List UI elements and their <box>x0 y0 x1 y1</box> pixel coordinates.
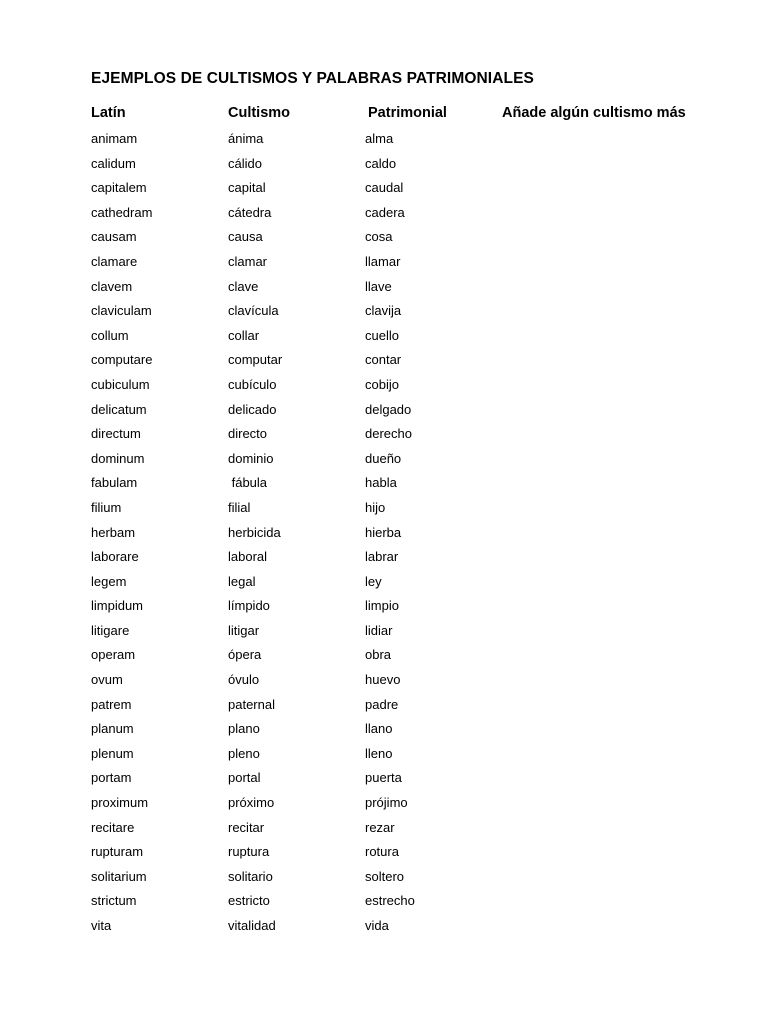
patrimonial-word: ley <box>365 573 382 589</box>
cultismo-word: cubículo <box>228 376 277 392</box>
cultismo-word: próximo <box>228 795 275 811</box>
patrimonial-word: hijo <box>365 499 386 515</box>
latin-word: limpidum <box>91 598 144 614</box>
cultismo-word: plano <box>228 721 260 737</box>
cultismo-word: causa <box>228 229 263 245</box>
table-row <box>91 622 731 647</box>
latin-word: recitare <box>91 819 135 835</box>
table-row <box>91 130 731 155</box>
cultismo-word: óvulo <box>228 672 260 688</box>
table-row <box>91 228 731 253</box>
cultismo-word: clave <box>228 278 259 294</box>
latin-word: capitalem <box>91 180 147 196</box>
cultismo-word: recitar <box>228 819 265 835</box>
document-title: EJEMPLOS DE CULTISMOS Y PALABRAS PATRIMONIALES <box>91 70 534 87</box>
latin-word: rupturam <box>91 844 144 860</box>
header-latin: Latín <box>91 105 126 121</box>
table-row <box>91 843 731 868</box>
patrimonial-word: labrar <box>365 549 399 565</box>
latin-word: planum <box>91 721 134 737</box>
patrimonial-word: cosa <box>365 229 393 245</box>
latin-word: vita <box>91 918 112 933</box>
cultismo-word: directo <box>228 426 268 442</box>
table-row <box>91 524 731 549</box>
latin-word: portam <box>91 770 132 786</box>
table-row <box>91 474 731 499</box>
patrimonial-word: padre <box>365 696 399 712</box>
patrimonial-word: habla <box>365 475 397 491</box>
cultismo-word: legal <box>228 573 256 589</box>
latin-word: fabulam <box>91 475 138 491</box>
cultismo-word: fábula <box>228 475 268 491</box>
table-row <box>91 892 731 917</box>
header-add-cultismo: Añade algún cultismo más <box>502 105 686 121</box>
cultismo-word: capital <box>228 180 266 196</box>
cultismo-word: ruptura <box>228 844 270 860</box>
cultismo-word: cálido <box>228 155 262 171</box>
cultismo-word: litigar <box>228 622 260 638</box>
latin-word: clamare <box>91 253 138 269</box>
patrimonial-word: estrecho <box>365 893 415 909</box>
cultismo-word: computar <box>228 352 283 368</box>
latin-word: directum <box>91 426 141 442</box>
header-cultismo: Cultismo <box>228 105 291 121</box>
patrimonial-word: cobijo <box>365 376 399 392</box>
latin-word: computare <box>91 352 153 368</box>
patrimonial-word: cuello <box>365 327 399 343</box>
table-row <box>91 204 731 229</box>
cultismo-word: filial <box>228 499 251 515</box>
table-row <box>91 548 731 573</box>
table-row <box>91 327 731 352</box>
table-row <box>91 819 731 844</box>
patrimonial-word: cadera <box>365 204 405 220</box>
patrimonial-word: llano <box>365 721 393 737</box>
cultismo-word: pleno <box>228 745 260 761</box>
cultismo-word: dominio <box>228 450 274 466</box>
table-row <box>91 597 731 622</box>
patrimonial-word: obra <box>365 647 392 663</box>
latin-word: calidum <box>91 155 136 171</box>
patrimonial-word: llamar <box>365 253 401 269</box>
latin-word: cathedram <box>91 204 153 220</box>
cultismo-word: collar <box>228 327 260 343</box>
patrimonial-word: dueño <box>365 450 402 466</box>
cultismo-word: laboral <box>228 549 268 565</box>
table-row <box>91 155 731 180</box>
cultismo-word: clavícula <box>228 303 279 319</box>
table-row <box>91 769 731 794</box>
patrimonial-word: huevo <box>365 672 401 688</box>
latin-word: clavem <box>91 278 133 294</box>
patrimonial-word: puerta <box>365 770 402 786</box>
latin-word: patrem <box>91 696 132 712</box>
cultismo-word: límpido <box>228 598 270 614</box>
table-row <box>91 868 731 893</box>
patrimonial-word: delgado <box>365 401 412 417</box>
cultismo-word: portal <box>228 770 261 786</box>
table-row <box>91 696 731 721</box>
patrimonial-word: derecho <box>365 426 412 442</box>
table-row <box>91 917 731 942</box>
table-row <box>91 253 731 278</box>
patrimonial-word: alma <box>365 131 394 146</box>
latin-word: filium <box>91 499 122 515</box>
table-row <box>91 745 731 770</box>
patrimonial-word: prójimo <box>365 795 408 811</box>
table-row <box>91 351 731 376</box>
table-row <box>91 450 731 475</box>
latin-word: dominum <box>91 450 145 466</box>
latin-word: legem <box>91 573 127 589</box>
latin-word: ovum <box>91 672 123 688</box>
patrimonial-word: lleno <box>365 745 393 761</box>
latin-word: plenum <box>91 745 134 761</box>
table-row <box>91 376 731 401</box>
cultismo-word: delicado <box>228 401 277 417</box>
cultismo-word: herbicida <box>228 524 281 540</box>
latin-word: strictum <box>91 893 137 909</box>
cultismo-word: estricto <box>228 893 270 909</box>
latin-word: laborare <box>91 549 139 565</box>
cultismo-word: cátedra <box>228 204 272 220</box>
table-row <box>91 646 731 671</box>
latin-word: cubiculum <box>91 376 150 392</box>
latin-word: animam <box>91 131 138 146</box>
patrimonial-word: limpio <box>365 598 399 614</box>
table-row <box>91 278 731 303</box>
table-header-row <box>91 105 731 125</box>
latin-word: collum <box>91 327 129 343</box>
cultismo-word: paternal <box>228 696 275 712</box>
table-row <box>91 425 731 450</box>
patrimonial-word: hierba <box>365 524 402 540</box>
latin-word: causam <box>91 229 137 245</box>
latin-word: claviculam <box>91 303 152 319</box>
header-patrimonial: Patrimonial <box>368 105 447 121</box>
cultismo-word: vitalidad <box>228 918 276 933</box>
table-row <box>91 720 731 745</box>
patrimonial-word: clavija <box>365 303 402 319</box>
latin-word: proximum <box>91 795 149 811</box>
patrimonial-word: rotura <box>365 844 399 860</box>
table-row <box>91 302 731 327</box>
patrimonial-word: lidiar <box>365 622 393 638</box>
table-row <box>91 179 731 204</box>
latin-word: litigare <box>91 622 130 638</box>
cultismo-word: clamar <box>228 253 268 269</box>
patrimonial-word: llave <box>365 278 392 294</box>
table-row <box>91 573 731 598</box>
patrimonial-word: caldo <box>365 155 397 171</box>
patrimonial-word: soltero <box>365 868 405 884</box>
cultismo-word: ánima <box>228 131 264 146</box>
table-row <box>91 794 731 819</box>
patrimonial-word: caudal <box>365 180 404 196</box>
patrimonial-word: rezar <box>365 819 395 835</box>
table-row <box>91 401 731 426</box>
latin-word: operam <box>91 647 136 663</box>
latin-word: herbam <box>91 524 136 540</box>
patrimonial-word: vida <box>365 918 389 933</box>
word-table <box>91 130 731 942</box>
latin-word: delicatum <box>91 401 147 417</box>
patrimonial-word: contar <box>365 352 402 368</box>
table-row <box>91 499 731 524</box>
cultismo-word: ópera <box>228 647 262 663</box>
table-row <box>91 671 731 696</box>
latin-word: solitarium <box>91 868 147 884</box>
cultismo-word: solitario <box>228 868 273 884</box>
